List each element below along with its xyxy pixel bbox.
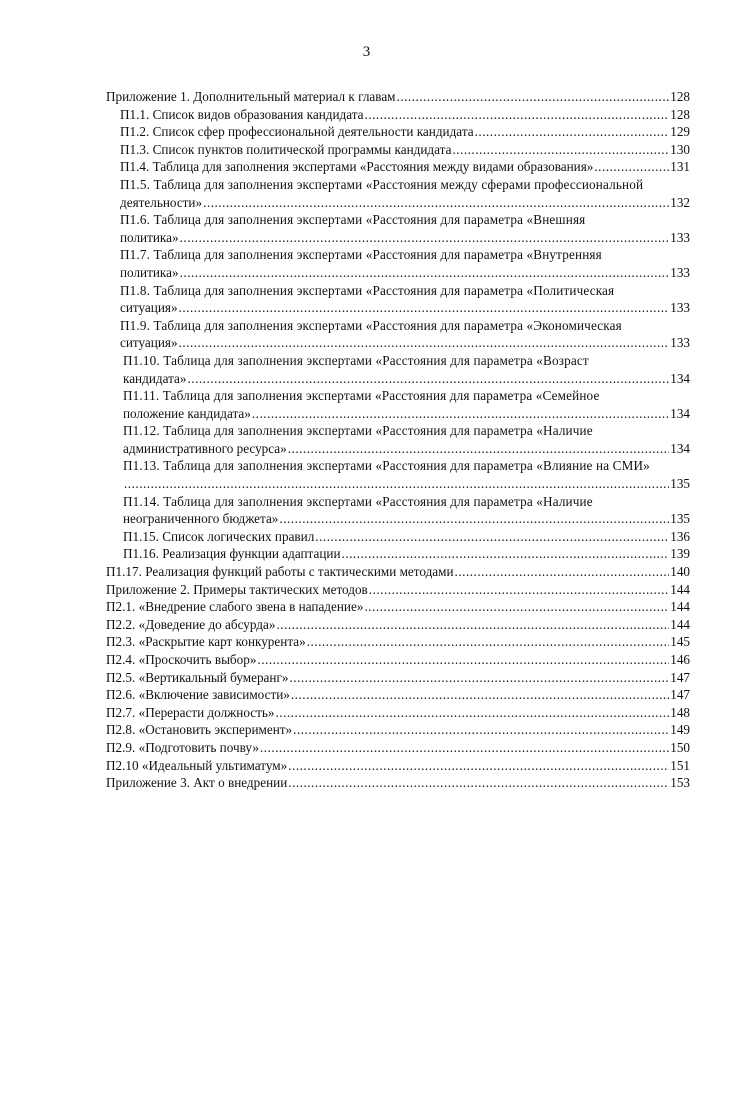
toc-entry-title: административного ресурса» (123, 440, 287, 456)
toc-entry[interactable] (106, 774, 690, 792)
toc-entry-title-line: П1.5. Таблица для заполнения экспертами «Расстояния между сферами профессиональной (120, 176, 644, 192)
toc-entry-title: П2.10 «Идеальный ультиматум» (106, 757, 288, 773)
toc-entry-title: неограниченного бюджета» (123, 511, 279, 527)
toc-entry-line (106, 598, 690, 616)
toc-entry[interactable] (106, 457, 690, 492)
toc-entry[interactable] (106, 352, 690, 387)
toc-entry-line (123, 510, 690, 528)
dot-leader (452, 141, 669, 159)
toc-entry[interactable] (106, 545, 690, 563)
toc-entry[interactable] (106, 528, 690, 546)
toc-entry-page-number: 135 (670, 476, 690, 492)
dot-leader (293, 721, 669, 739)
dot-leader (369, 581, 669, 599)
toc-entry-page-number: 144 (670, 599, 690, 615)
toc-entry-title-line: П1.10. Таблица для заполнения экспертами «Расстояния для параметра «Возраст (123, 352, 589, 368)
dot-leader (288, 757, 669, 775)
toc-entry-line (123, 475, 690, 493)
dot-leader (260, 739, 669, 757)
toc-entry-title: деятельности» (120, 194, 203, 210)
toc-entry-line (120, 334, 690, 352)
dot-leader (279, 510, 669, 528)
toc-entry-page-number: 133 (670, 229, 690, 245)
dot-leader (291, 686, 669, 704)
toc-entry[interactable] (106, 651, 690, 669)
toc-entry-page-number: 131 (670, 159, 690, 175)
toc-entry-title: П2.9. «Подготовить почву» (106, 739, 259, 755)
dot-leader (475, 123, 670, 141)
dot-leader (124, 475, 669, 493)
dot-leader (289, 669, 669, 687)
toc-entry-page-number: 128 (670, 89, 690, 104)
toc-entry-title: П1.16. Реализация функции адаптации (123, 546, 341, 562)
toc-entry[interactable] (106, 721, 690, 739)
toc-entry[interactable] (106, 317, 690, 352)
dot-leader (252, 405, 669, 423)
toc-entry-line (106, 563, 690, 581)
dot-leader (179, 299, 670, 317)
toc-entry-title: П2.4. «Проскочить выбор» (106, 652, 257, 667)
dot-leader (276, 616, 669, 634)
toc-entry-title: П1.3. Список пунктов политической программы кандидата (120, 141, 452, 157)
toc-entry[interactable] (106, 387, 690, 422)
toc-entry-line (106, 88, 690, 106)
toc-entry[interactable] (106, 176, 690, 211)
toc-entry-title-line: П1.7. Таблица для заполнения экспертами «Расстояния для параметра «Внутренняя (120, 247, 602, 263)
toc-entry-page-number: 129 (670, 124, 690, 140)
toc-entry-page-number: 148 (670, 704, 690, 720)
toc-entry-line (123, 405, 690, 423)
toc-entry[interactable] (106, 563, 690, 581)
toc-entry-line (106, 581, 690, 599)
toc-entry-page-number: 128 (670, 106, 690, 122)
toc-entry-line (123, 545, 690, 563)
toc-entry[interactable] (106, 493, 690, 528)
toc-entry-line (120, 158, 690, 176)
toc-entry[interactable] (106, 757, 690, 775)
toc-entry-title: ситуация» (120, 335, 178, 351)
toc-entry-page-number: 134 (670, 370, 690, 386)
toc-entry-line (106, 686, 690, 704)
dot-leader (364, 598, 669, 616)
toc-entry-page-number: 151 (670, 757, 690, 773)
toc-entry-title-line: П1.8. Таблица для заполнения экспертами «Расстояния для параметра «Политическая (120, 282, 615, 298)
dot-leader (307, 633, 670, 651)
toc-entry-line (120, 194, 690, 212)
toc-entry-title: П2.6. «Включение зависимости» (106, 687, 290, 703)
toc-entry-line (120, 106, 690, 124)
toc-entry-line (106, 721, 690, 739)
toc-entry[interactable] (106, 686, 690, 704)
toc-entry-title: П1.2. Список сфер профессиональной деятельности кандидата (120, 124, 474, 140)
dot-leader (288, 774, 669, 792)
toc-entry[interactable] (106, 246, 690, 281)
toc-entry-title: П2.1. «Внедрение слабого звена в нападение» (106, 599, 364, 615)
dot-leader (257, 651, 669, 669)
toc-entry-title: П2.3. «Раскрытие карт конкурента» (106, 634, 306, 650)
toc-entry[interactable] (106, 581, 690, 599)
toc-entry-page-number: 147 (670, 687, 690, 703)
dot-leader (288, 440, 669, 458)
toc-entry-title: Приложение 2. Примеры тактических методов (106, 581, 368, 597)
toc-entry-page-number: 135 (670, 511, 690, 527)
toc-entry-page-number: 149 (670, 722, 690, 738)
toc-entry-title: ситуация» (120, 300, 178, 316)
toc-entry-title-line: П1.11. Таблица для заполнения экспертами «Расстояния для параметра «Семейное (123, 388, 600, 404)
toc-entry-page-number: 144 (670, 616, 690, 632)
dot-leader (179, 334, 670, 352)
toc-entry-page-number: 130 (670, 141, 690, 157)
toc-entry-page-number: 134 (670, 440, 690, 456)
toc-entry-page-number: 136 (670, 528, 690, 544)
toc-entry[interactable] (106, 158, 690, 176)
toc-entry-page-number: 140 (670, 564, 690, 580)
toc-entry-title: П1.1. Список видов образования кандидата (120, 106, 364, 122)
toc-entry[interactable] (106, 106, 690, 124)
dot-leader (275, 704, 669, 722)
toc-entry-page-number: 133 (670, 264, 690, 280)
toc-entry[interactable] (106, 123, 690, 141)
toc-entry[interactable] (106, 739, 690, 757)
dot-leader (203, 194, 669, 212)
dot-leader (342, 545, 670, 563)
toc-entry-line (106, 633, 690, 651)
dot-leader (455, 563, 670, 581)
toc-entry-title: П2.2. «Доведение до абсурда» (106, 616, 276, 632)
toc-entry-line (120, 141, 690, 159)
dot-leader (187, 370, 669, 388)
toc-entry-title-line: П1.9. Таблица для заполнения экспертами «Расстояния для параметра «Экономическая (120, 317, 622, 333)
dot-leader (594, 158, 669, 176)
toc-entry-page-number: 133 (670, 335, 690, 351)
toc-entry[interactable] (106, 88, 690, 106)
toc-entry-title: П2.5. «Вертикальный бумеранг» (106, 669, 289, 685)
toc-entry-title-line: П1.12. Таблица для заполнения экспертами «Расстояния для параметра «Наличие (123, 423, 593, 439)
toc-entry-line (123, 370, 690, 388)
toc-entry[interactable] (106, 669, 690, 687)
toc-entry[interactable] (106, 211, 690, 246)
toc-entry-title-line: П1.13. Таблица для заполнения экспертами «Расстояния для параметра «Влияние на СМИ» (123, 458, 650, 474)
toc-entry-line (106, 616, 690, 634)
toc-entry-title: П2.7. «Перерасти должность» (106, 704, 275, 720)
toc-entry-title: политика» (120, 229, 179, 245)
toc-entry-title: П1.4. Таблица для заполнения экспертами «Расстояния между видами образования» (120, 159, 594, 175)
dot-leader (397, 88, 670, 106)
toc-entry-line (106, 774, 690, 792)
toc-entry-page-number: 150 (670, 739, 690, 755)
toc-entry[interactable] (106, 616, 690, 634)
dot-leader (180, 229, 670, 247)
toc-entry-title: П2.8. «Остановить эксперимент» (106, 722, 293, 738)
toc-entry-title: Приложение 3. Акт о внедрении (106, 775, 288, 791)
toc-entry-page-number: 132 (670, 194, 690, 210)
toc-entry-line (123, 528, 690, 546)
dot-leader (365, 106, 670, 124)
toc-entry[interactable] (106, 704, 690, 722)
toc-entry-line (106, 669, 690, 687)
toc-entry-page-number: 144 (670, 581, 690, 597)
toc-entry-page-number: 153 (670, 775, 690, 791)
toc-entry-line (106, 704, 690, 722)
toc-entry-page-number: 133 (670, 300, 690, 316)
toc-entry-page-number: 139 (670, 546, 690, 562)
toc-entry-title: политика» (120, 264, 179, 280)
toc-entry-title-line: П1.6. Таблица для заполнения экспертами «Расстояния для параметра «Внешняя (120, 212, 586, 228)
toc-entry[interactable] (106, 141, 690, 159)
dot-leader (180, 264, 670, 282)
toc-entry-page-number: 147 (670, 669, 690, 685)
toc-entry-line (106, 757, 690, 775)
toc-entry[interactable] (106, 422, 690, 457)
toc-entry-title-line: П1.14. Таблица для заполнения экспертами «Расстояния для параметра «Наличие (123, 493, 593, 509)
toc-entry-page-number: 134 (670, 405, 690, 421)
table-of-contents (106, 88, 690, 792)
toc-entry-line (120, 299, 690, 317)
toc-entry[interactable] (106, 598, 690, 616)
toc-entry-title: П1.17. Реализация функций работы с тактическими методами (106, 564, 454, 580)
toc-entry-line (106, 739, 690, 757)
toc-entry-line (120, 229, 690, 247)
toc-entry-title: П1.15. Список логических правил (123, 528, 315, 544)
dot-leader (315, 528, 669, 546)
toc-entry[interactable] (106, 633, 690, 651)
toc-entry-line (120, 264, 690, 282)
toc-entry-title: кандидата» (123, 370, 187, 386)
page-number: 3 (362, 44, 371, 60)
toc-entry-page-number: 146 (670, 652, 690, 667)
toc-entry-line (120, 123, 690, 141)
toc-entry-line (123, 440, 690, 458)
toc-entry-line (106, 651, 690, 669)
toc-entry[interactable] (106, 282, 690, 317)
toc-entry-title: Приложение 1. Дополнительный материал к главам (106, 89, 396, 104)
toc-entry-page-number: 145 (670, 634, 690, 650)
toc-entry-title: положение кандидата» (123, 405, 251, 421)
